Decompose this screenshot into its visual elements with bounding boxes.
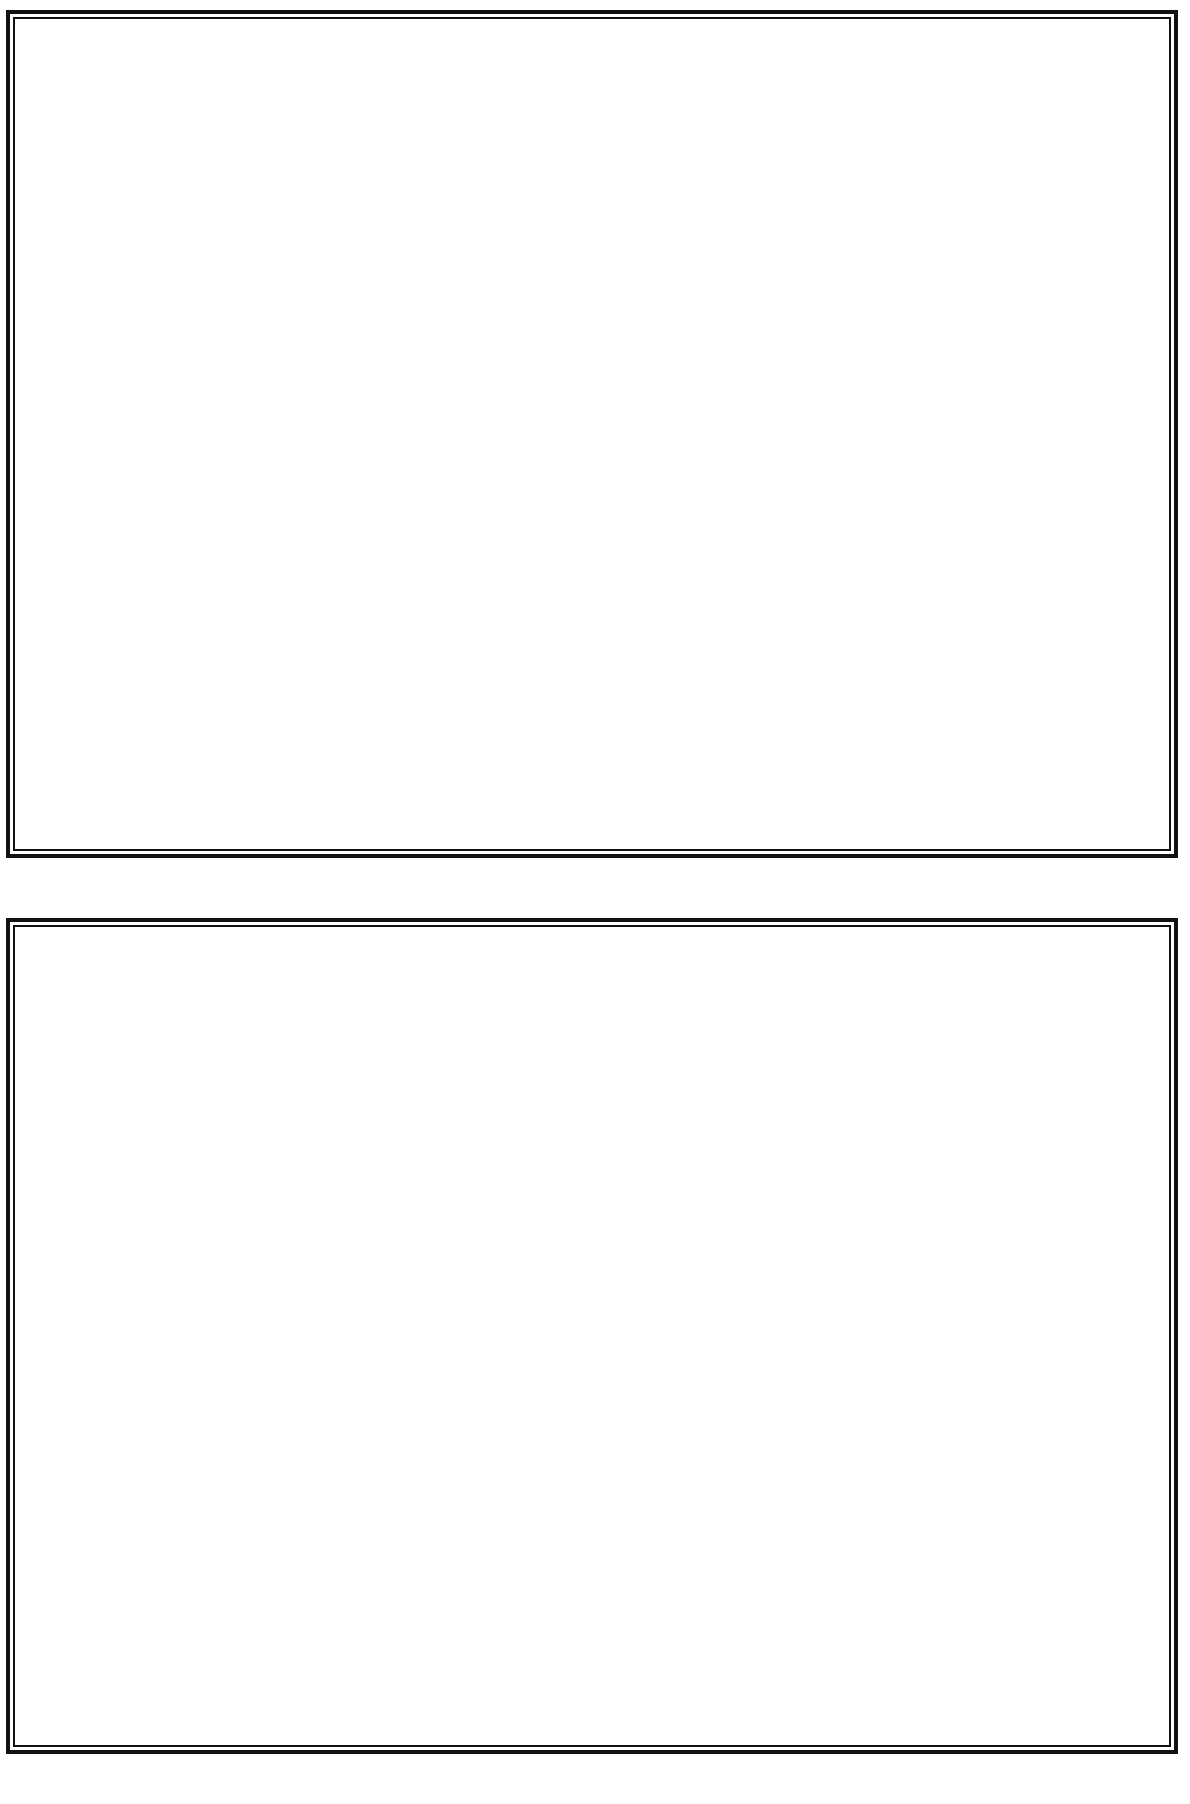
top-page-columns bbox=[20, 24, 1164, 844]
bottom-page bbox=[6, 918, 1178, 1754]
bottom-page-columns bbox=[20, 932, 1164, 1740]
top-page bbox=[6, 10, 1178, 858]
